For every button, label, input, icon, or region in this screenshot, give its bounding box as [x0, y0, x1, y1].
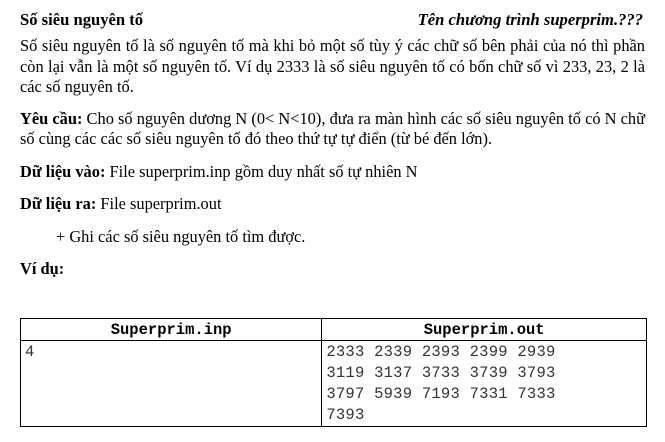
output-label: Dữ liệu ra:: [20, 194, 97, 213]
example-output-value: [322, 341, 647, 427]
problem-title: Số siêu nguyên tố: [20, 10, 144, 29]
output-paragraph: [20, 194, 645, 215]
example-label: Ví dụ:: [20, 259, 65, 278]
output-note: + Ghi các số siêu nguyên tố tìm được.: [56, 226, 306, 246]
example-table: [20, 318, 647, 427]
example-table-header-row: [21, 319, 647, 341]
requirement-label: Yêu cầu:: [20, 108, 83, 128]
output-line: 3797 5939 7193 7331 7333: [326, 385, 556, 403]
requirement-paragraph: [20, 109, 645, 150]
problem-statement: [20, 6, 645, 280]
problem-header: [20, 6, 645, 36]
input-text: File superprim.inp gồm duy nhất số tự nhiên N: [105, 161, 418, 181]
program-name: Tên chương trình superprim.???: [417, 10, 643, 29]
requirement-text: Cho số nguyên dương N (0< N<10), đưa ra màn hình các số siêu nguyên tố có N chữ số cùng các các số siêu nguyên tố đó theo thứ tự tự điển (từ bé đến lớn).: [20, 108, 646, 148]
output-line: 7393: [326, 406, 365, 424]
output-text: File superprim.out: [96, 194, 222, 213]
input-label: Dữ liệu vào:: [20, 161, 106, 181]
input-paragraph: [20, 162, 645, 183]
output-line: 3119 3137 3733 3739 3793: [326, 364, 556, 382]
example-heading: [20, 259, 645, 280]
example-output-header: Superprim.out: [322, 319, 647, 341]
example-table-row: [21, 341, 647, 427]
intro-paragraph: Số siêu nguyên tố là số nguyên tố mà khi bỏ một số tùy ý các chữ số bên phải của nó thì phần còn lại vẫn là một số nguyên tố. Ví dụ 2333 là số siêu nguyên tố có bốn chữ số vì 233, 23, 2 là các số nguyên tố.: [20, 36, 645, 96]
example-input-value: 4: [21, 341, 322, 427]
example-input-header: Superprim.inp: [21, 319, 322, 341]
output-line: 2333 2339 2393 2399 2939: [326, 343, 556, 361]
